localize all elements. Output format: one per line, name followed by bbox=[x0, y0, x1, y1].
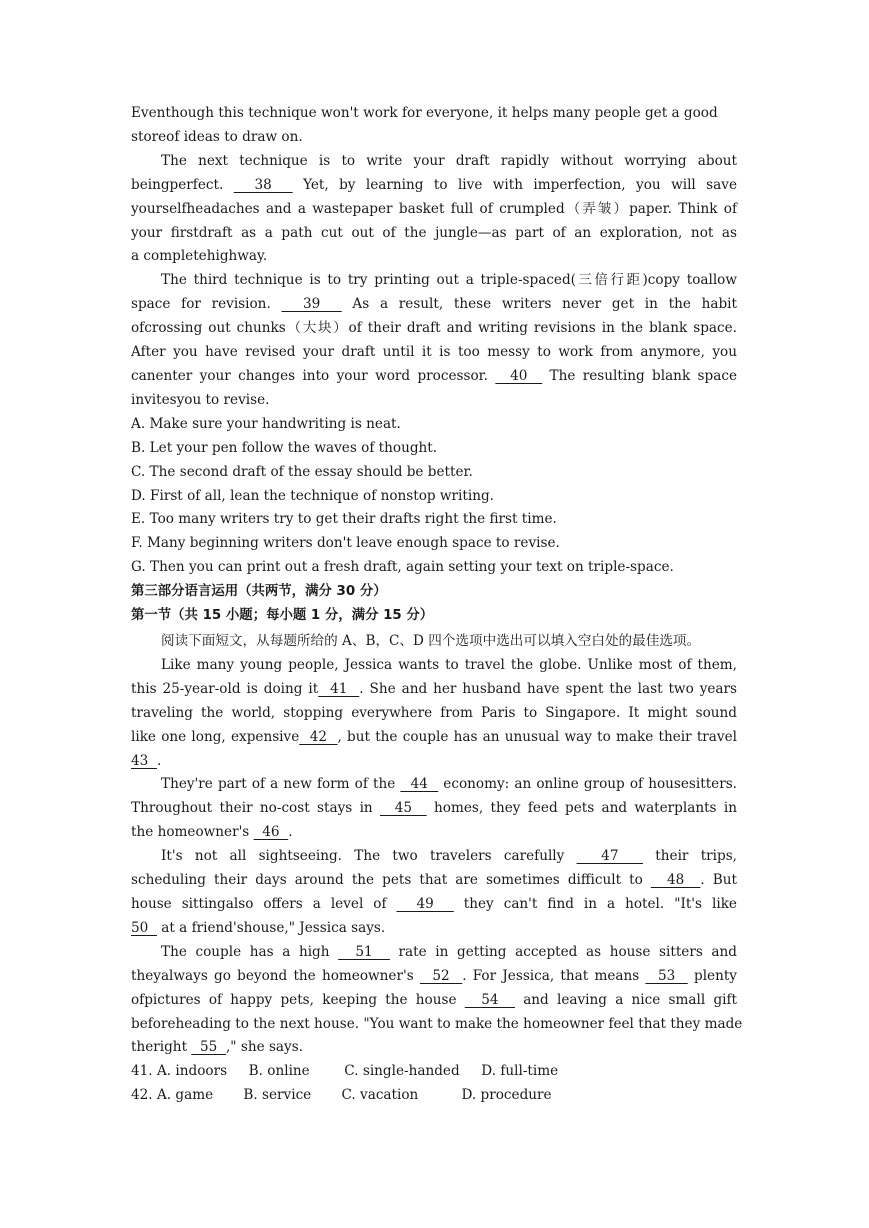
answer-blank[interactable]: 39 bbox=[281, 296, 342, 313]
answer-blank[interactable]: 38 bbox=[233, 176, 293, 193]
cloze-line: like one long, expensive 42 , but the couple has an unusual way to make their travel bbox=[131, 728, 737, 745]
answer-blank[interactable]: 54 bbox=[464, 991, 515, 1008]
passage-line: a completehighway. bbox=[131, 248, 268, 265]
passage-line: Eventhough this technique won't work for everyone, it helps many people get a good bbox=[131, 105, 718, 121]
option-item: F. Many beginning writers don't leave enough space to revise. bbox=[131, 535, 560, 552]
passage-line: your firstdraft as a path cut out of the jungle—as part of an exploration, not as bbox=[131, 224, 737, 241]
cloze-line: 50 at a friend'shouse," Jessica says. bbox=[131, 919, 386, 936]
instruction: 阅读下面短文，从每题所给的 A、B，C、D 四个选项中选出可以填入空白处的最佳选项。 bbox=[161, 632, 701, 649]
passage-line: After you have revised your draft until it is too messy to work from anymore, you bbox=[131, 344, 737, 361]
cloze-line: The couple has a high 51 rate in getting accepted as house sitters and bbox=[161, 943, 737, 960]
passage-line: yourselfheadaches and a wastepaper basket full of crumpled（弄皱）paper. Think of bbox=[131, 200, 737, 217]
passage-line: The third technique is to try printing out a triple-spaced(三倍行距)copy toallow bbox=[161, 272, 737, 289]
option-item: E. Too many writers try to get their drafts right the first time. bbox=[131, 511, 557, 528]
question-item: 41. A. indoors B. online C. single-handed D. full-time bbox=[131, 1063, 559, 1080]
cloze-line: theright 55 ," she says. bbox=[131, 1039, 304, 1056]
document-page bbox=[131, 102, 743, 1108]
question-list bbox=[131, 1060, 737, 1108]
answer-blank[interactable]: 44 bbox=[400, 776, 439, 793]
passage-line: space for revision. 39 As a result, these writers never get in the habit bbox=[131, 296, 737, 313]
subsection-title: 第一节（共 15 小题；每小题 1 分，满分 15 分） bbox=[131, 608, 434, 624]
cloze-line: 43 . bbox=[131, 752, 162, 769]
answer-blank[interactable]: 40 bbox=[495, 367, 543, 384]
passage-line: ofcrossing out chunks（大块）of their draft and writing revisions in the blank space. bbox=[131, 320, 737, 337]
cloze-line: It's not all sightseeing. The two travelers carefully 47 their trips, bbox=[161, 848, 737, 865]
answer-blank[interactable]: 52 bbox=[419, 967, 463, 984]
passage-line: storeof ideas to draw on. bbox=[131, 128, 303, 145]
answer-blank[interactable]: 53 bbox=[645, 967, 688, 984]
option-item: C. The second draft of the essay should be better. bbox=[131, 463, 473, 480]
answer-blank[interactable]: 41 bbox=[318, 680, 360, 697]
cloze-line: They're part of a new form of the 44 economy: an online group of housesitters. bbox=[161, 776, 737, 793]
cloze-line: the homeowner's 46 . bbox=[131, 824, 293, 841]
passage-line: beingperfect. 38 Yet, by learning to live with imperfection, you will save bbox=[131, 176, 737, 193]
passage-line: The next technique is to write your draft rapidly without worrying about bbox=[161, 152, 737, 169]
answer-blank[interactable]: 49 bbox=[396, 896, 454, 912]
answer-blank[interactable]: 55 bbox=[191, 1039, 226, 1056]
answer-blank[interactable]: 48 bbox=[650, 872, 701, 889]
cloze-passage bbox=[131, 654, 743, 1060]
answer-options bbox=[131, 413, 737, 580]
option-item: A. Make sure your handwriting is neat. bbox=[131, 415, 401, 432]
option-item: G. Then you can print out a fresh draft, again setting your text on triple-space. bbox=[131, 559, 674, 576]
option-item: D. First of all, lean the technique of nonstop writing. bbox=[131, 487, 494, 504]
answer-blank[interactable]: 45 bbox=[380, 800, 427, 817]
answer-blank[interactable]: 47 bbox=[576, 848, 644, 865]
cloze-line: scheduling their days around the pets that are sometimes difficult to 48 . But bbox=[131, 872, 737, 889]
cloze-line: theyalways go beyond the homeowner's 52 . For Jessica, that means 53 plenty bbox=[131, 967, 737, 984]
answer-blank[interactable]: 50 bbox=[131, 919, 157, 936]
cloze-line: house sittingalso offers a level of 49 they can't find in a hotel. "It's like bbox=[131, 896, 737, 912]
answer-blank[interactable]: 46 bbox=[253, 824, 289, 841]
cloze-line: ofpictures of happy pets, keeping the house 54 and leaving a nice small gift bbox=[131, 991, 737, 1008]
passage-line: invitesyou to revise. bbox=[131, 391, 270, 408]
cloze-line: this 25-year-old is doing it 41 . She and her husband have spent the last two years bbox=[131, 680, 737, 697]
answer-blank[interactable]: 43 bbox=[131, 752, 157, 769]
section-title: 第三部分语言运用（共两节，满分 30 分） bbox=[131, 584, 387, 600]
option-item: B. Let your pen follow the waves of thought. bbox=[131, 439, 438, 456]
cloze-line: Like many young people, Jessica wants to travel the globe. Unlike most of them, bbox=[161, 656, 737, 673]
cloze-line: traveling the world, stopping everywhere from Paris to Singapore. It might sound bbox=[131, 704, 737, 721]
answer-blank[interactable]: 51 bbox=[338, 943, 390, 960]
passage-line: canenter your changes into your word processor. 40 The resulting blank space bbox=[131, 367, 737, 384]
question-item: 42. A. game B. service C. vacation D. procedure bbox=[131, 1087, 552, 1104]
cloze-line: Throughout their no-cost stays in 45 homes, they feed pets and waterplants in bbox=[131, 800, 737, 817]
answer-blank[interactable]: 42 bbox=[299, 728, 338, 745]
cloze-line: beforeheading to the next house. "You want to make the homeowner feel that they made bbox=[131, 1015, 743, 1032]
passage-text bbox=[131, 102, 737, 413]
